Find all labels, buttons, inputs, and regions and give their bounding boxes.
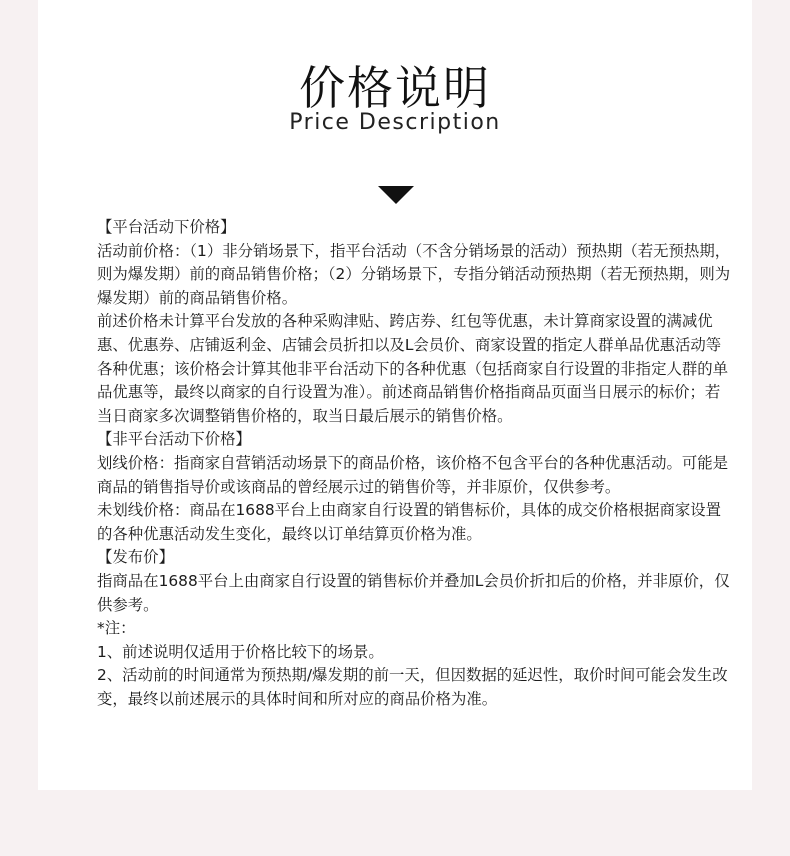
paragraph-pre-activity-price: 活动前价格：（1）非分销场景下，指平台活动（不含分销场景的活动）预热期（若无预热期，则为爆发期）前的商品销售价格；（2）分销场景下，专指分销活动预热期（若无预热期，则为爆发期）前的商品销售价格。 [97, 241, 731, 307]
section-heading-non-platform: 【非平台活动下价格】 [97, 430, 251, 449]
triangle-down-icon [378, 186, 414, 204]
paragraph-strikethrough-price: 划线价格：指商家自营销活动场景下的商品价格，该价格不包含平台的各种优惠活动。可能是商品的销售指导价或该商品的曾经展示过的销售价等，并非原价，仅供参考。 [97, 453, 729, 496]
note-label: *注： [97, 619, 136, 638]
page-subtitle: Price Description [289, 110, 501, 135]
paragraph-non-strikethrough-price: 未划线价格：商品在1688平台上由商家自行设置的销售标价，具体的成交价格根据商家设置的各种优惠活动发生变化，最终以订单结算页价格为准。 [97, 501, 722, 543]
description-body [97, 216, 733, 711]
paragraph-publish-price: 指商品在1688平台上由商家自行设置的销售标价并叠加L会员价折扣后的价格，并非原价，仅供参考。 [97, 571, 730, 614]
note-item-1: 1、前述说明仅适用于价格比较下的场景。 [97, 642, 384, 661]
note-item-2: 2、活动前的时间通常为预热期/爆发期的前一天，但因数据的延迟性，取价时间可能会发生改变，最终以前述展示的具体时间和所对应的商品价格为准。 [97, 666, 728, 708]
section-heading-publish-price: 【发布价】 [97, 548, 174, 567]
price-description-card [38, 0, 752, 790]
section-heading-platform: 【平台活动下价格】 [97, 218, 236, 236]
paragraph-price-notes: 前述价格未计算平台发放的各种采购津贴、跨店券、红包等优惠，未计算商家设置的满减优惠、优惠券、店铺返利金、店铺会员折扣以及L会员价、商家设置的指定人群单品优惠活动等各种优惠；该价格会计算其他非平台活动下的各种优惠（包括商家自行设置的非指定人群的单品优惠等，最终以商家的自行设置为准）。前述商品销售价格指商品页面当日展示的标价；若当日商家多次调整销售价格的，取当日最后展示的销售价格。 [97, 312, 729, 425]
page-title: 价格说明 [299, 61, 491, 115]
